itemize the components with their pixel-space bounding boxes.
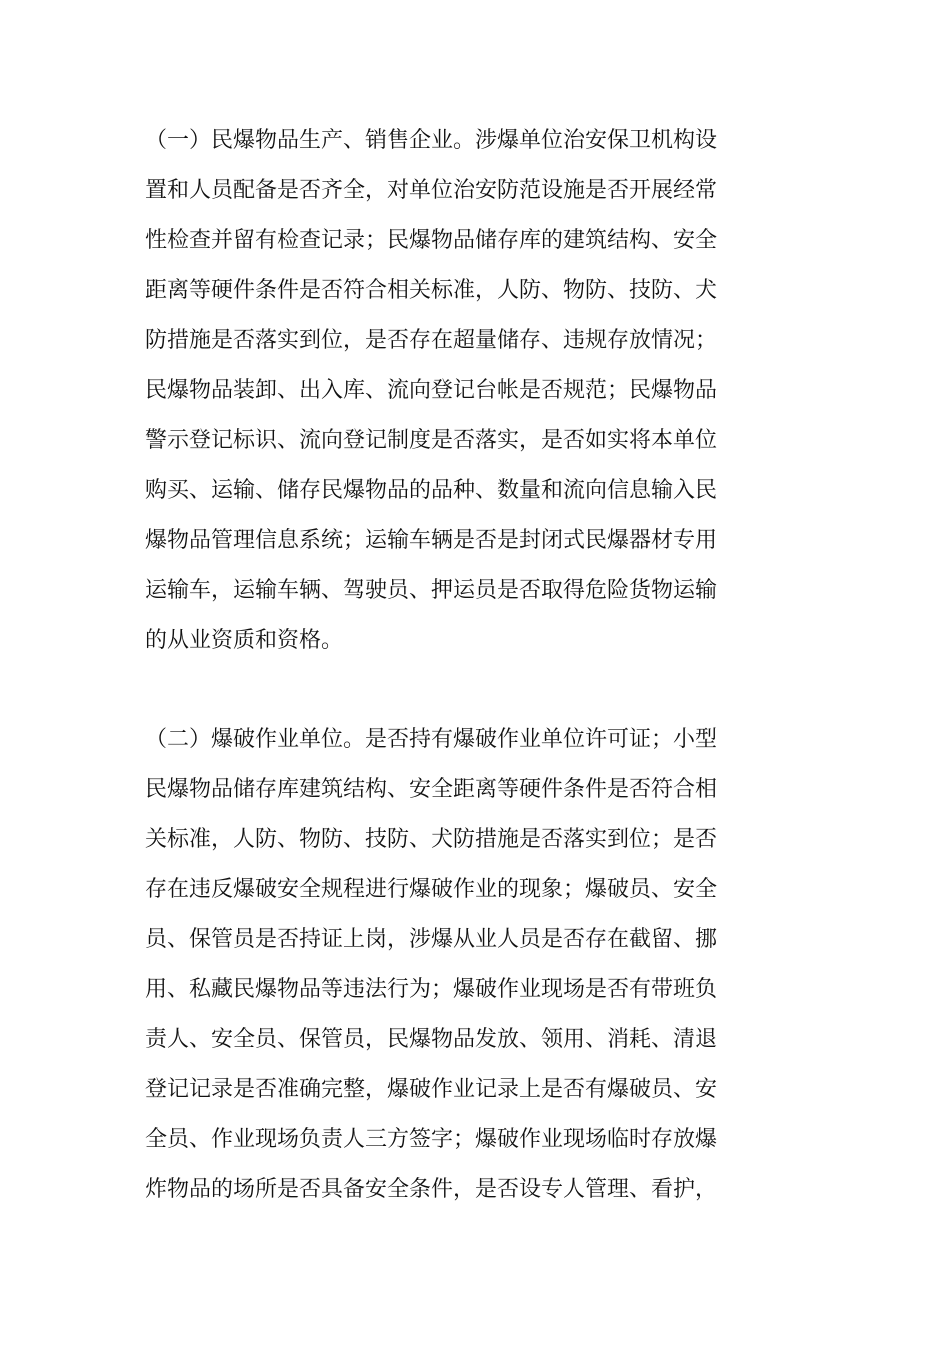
text-line: 关标准，人防、物防、技防、犬防措施是否落实到位；是否 (145, 827, 718, 852)
text-line: 员、保管员是否持证上岗，涉爆从业人员是否存在截留、挪 (145, 927, 718, 952)
paragraph-blasting-units (145, 715, 745, 1215)
text-line: 防措施是否落实到位，是否存在超量储存、违规存放情况； (145, 328, 718, 353)
text-line: （二）爆破作业单位。是否持有爆破作业单位许可证；小型 (145, 727, 718, 752)
text-line: 性检查并留有检查记录；民爆物品储存库的建筑结构、安全 (145, 228, 718, 253)
text-line: 存在违反爆破安全规程进行爆破作业的现象；爆破员、安全 (145, 877, 718, 902)
text-line: 登记记录是否准确完整，爆破作业记录上是否有爆破员、安 (145, 1077, 718, 1102)
text-line: 全员、作业现场负责人三方签字；爆破作业现场临时存放爆 (145, 1127, 718, 1152)
text-line: 购买、运输、储存民爆物品的品种、数量和流向信息输入民 (145, 478, 718, 503)
text-line: 民爆物品装卸、出入库、流向登记台帐是否规范；民爆物品 (145, 378, 718, 403)
text-line: 运输车，运输车辆、驾驶员、押运员是否取得危险货物运输 (145, 578, 718, 603)
text-line: 爆物品管理信息系统；运输车辆是否是封闭式民爆器材专用 (145, 528, 718, 553)
text-line: 距离等硬件条件是否符合相关标准，人防、物防、技防、犬 (145, 278, 718, 303)
text-line: 置和人员配备是否齐全，对单位治安防范设施是否开展经常 (145, 178, 718, 203)
text-line: 民爆物品储存库建筑结构、安全距离等硬件条件是否符合相 (145, 777, 718, 802)
text-line: 责人、安全员、保管员，民爆物品发放、领用、消耗、清退 (145, 1027, 718, 1052)
text-line: 警示登记标识、流向登记制度是否落实，是否如实将本单位 (145, 428, 718, 453)
paragraph-production-sales (145, 116, 745, 666)
text-line: 用、私藏民爆物品等违法行为；爆破作业现场是否有带班负 (145, 977, 718, 1002)
text-line: 炸物品的场所是否具备安全条件，是否设专人管理、看护， (145, 1177, 718, 1202)
text-line: （一）民爆物品生产、销售企业。涉爆单位治安保卫机构设 (145, 128, 718, 153)
text-line: 的从业资质和资格。 (145, 628, 344, 653)
